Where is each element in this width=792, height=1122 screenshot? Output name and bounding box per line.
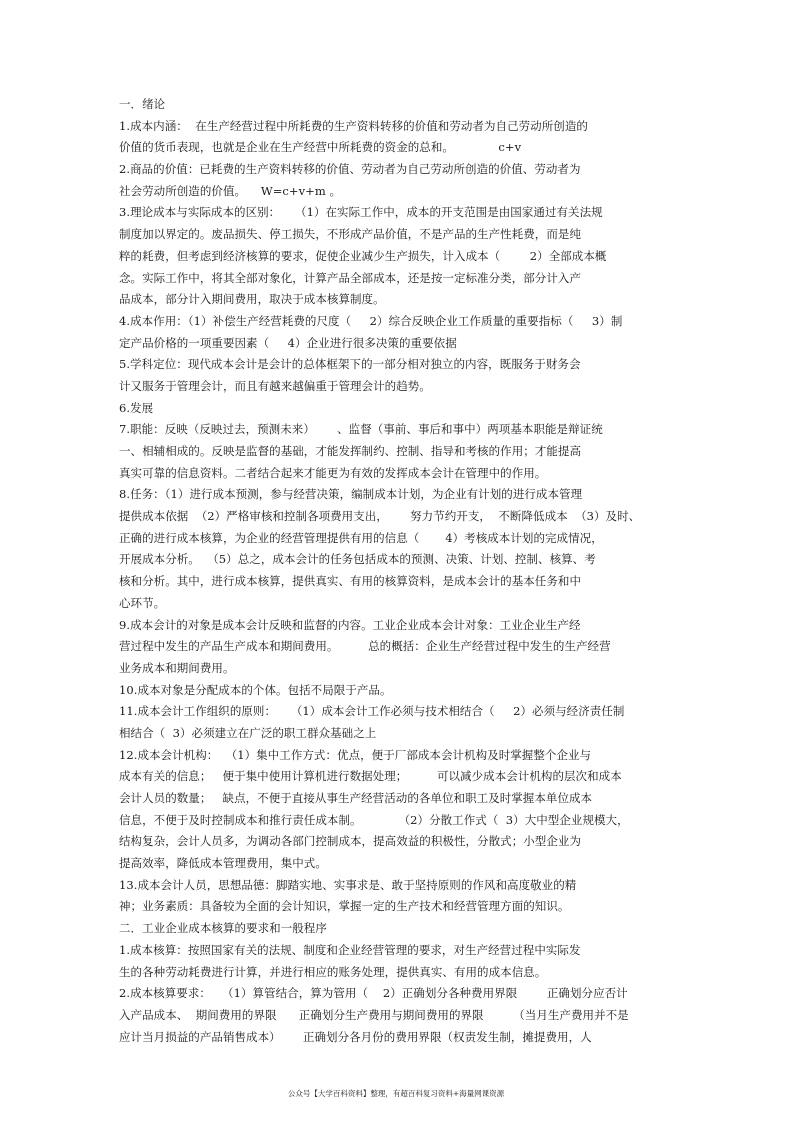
text-line: 二．工业企业成本核算的要求和一般程序: [119, 921, 327, 936]
text-line: 生的各种劳动耗费进行计算，并进行相应的账务处理，提供真实、有用的成本信息。: [119, 964, 547, 979]
footer-note: 公众号【大学百科资料】整理，有超百科复习资料+海量网课资源: [287, 1089, 505, 1098]
text-line: 13.成本会计人员，思想品德：脚踏实地、实事求是、敢于坚持原则的作风和高度敬业的精: [119, 877, 577, 892]
document-body: [119, 94, 664, 1048]
text-line: 社会劳动所创造的价值。 W=c+v+m 。: [119, 183, 342, 198]
text-line: 念。实际工作中，将其全部对象化，计算产品全部成本，还是按一定标准分类，部分计入产: [119, 270, 581, 285]
text-line: 计又服务于管理会计，而且有越来越偏重于管理会计的趋势。: [119, 378, 431, 393]
text-line: 开展成本分析。 （5）总之，成本会计的任务包括成本的预测、决策、计划、控制、核算、考: [119, 552, 596, 567]
text-line: 1.成本内涵： 在生产经营过程中所耗费的生产资料转移的价值和劳动者为自己劳动所创造的: [119, 118, 588, 133]
text-line: 4.成本作用：（1）补偿生产经营耗费的尺度（ 2）综合反映企业工作质量的重要指标（ 3）制: [119, 313, 623, 328]
text-line: 11.成本会计工作组织的原则： （1）成本会计工作必须与技术相结合（ 2）必须与经济责任制: [119, 704, 625, 719]
text-line: 相结合（ 3）必须建立在广泛的职工群众基础之上: [119, 725, 377, 740]
text-line: 提供成本依据 （2）严格审核和控制各项费用支出， 努力节约开支， 不断降低成本 （3）及时、: [119, 509, 641, 524]
text-line: 心环节。: [119, 595, 166, 610]
text-line: 2.成本核算要求： （1）算管结合，算为管用（ 2）正确划分各种费用界限 正确划分应否计: [119, 986, 628, 1001]
text-line: 12.成本会计机构： （1）集中工作方式：优点，便于厂部成本会计机构及时掌握整个企业与: [119, 747, 592, 762]
text-line: 结构复杂，会计人员多，为调动各部门控制成本，提高效益的积极性，分散式；小型企业为: [119, 834, 581, 849]
text-line: 业务成本和期间费用。: [119, 660, 235, 675]
text-line: 6.发展: [119, 400, 154, 415]
text-line: 2.商品的价值：已耗费的生产资料转移的价值、劳动者为自己劳动所创造的价值、劳动者为: [119, 162, 581, 177]
text-line: 神；业务素质：具备较为全面的会计知识，掌握一定的生产技术和经营管理方面的知识。: [119, 899, 570, 914]
text-line: 应计当月损益的产品销售成本） 正确划分各月份的费用界限（权责发生制，摊提费用，人: [119, 1029, 592, 1044]
text-line: 营过程中发生的产品生产成本和期间费用。 总的概括：企业生产经营过程中发生的生产经营: [119, 639, 611, 654]
text-line: 核和分析。其中，进行成本核算，提供真实、有用的核算资料，是成本会计的基本任务和中: [119, 574, 581, 589]
text-line: 正确的进行成本核算，为企业的经营管理提供有用的信息（ 4）考核成本计划的完成情况，: [119, 530, 603, 545]
text-line: 会计人员的数量； 缺点，不便于直接从事生产经营活动的各单位和职工及时掌握本单位成本: [119, 791, 593, 805]
text-line: 价值的货币表现，也就是企业在生产经营中所耗费的资金的总和。 c+v: [119, 140, 522, 155]
text-line: 信息，不便于及时控制成本和推行责任成本制。 （2）分散工作式（ 3）大中型企业规模大，: [119, 812, 629, 827]
text-line: 7.职能：反映（反映过去，预测未来） 、监督（事前、事后和事中）两项基本职能是辩证统: [119, 422, 603, 437]
text-line: 品成本，部分计入期间费用，取决于成本核算制度。: [119, 292, 385, 307]
section-heading: 一．绪论: [119, 97, 166, 111]
text-line: 1.成本核算：按照国家有关的法规、制度和企业经营管理的要求，对生产经营过程中实际发: [119, 942, 581, 957]
text-line: 8.任务：（1）进行成本预测，参与经营决策，编制成本计划，为企业有计划的进行成本管理: [119, 487, 583, 502]
text-line: 真实可靠的信息资料。二者结合起来才能更为有效的发挥成本会计在管理中的作用。: [119, 465, 547, 480]
text-line: 入产品成本、 期间费用的界限 正确划分生产费用与期间费用的界限 （当月生产费用并不是: [119, 1007, 629, 1022]
text-line: 制度加以界定的。废品损失、停工损失，不形成产品价值，不是产品的生产性耗费，而是纯: [119, 227, 581, 242]
text-line: 一、相辅相成的。反映是监督的基础，才能发挥制约、控制、指导和考核的作用；才能提高: [119, 444, 581, 458]
text-line: 5.学科定位：现代成本会计是会计的总体框架下的一部分相对独立的内容，既服务于财务会: [119, 357, 581, 372]
text-line: 9.成本会计的对象是成本会计反映和监督的内容。工业企业成本会计对象：工业企业生产经: [119, 617, 581, 632]
text-line: 提高效率，降低成本管理费用，集中式。: [119, 856, 327, 871]
text-line: 成本有关的信息； 便于集中使用计算机进行数据处理； 可以减少成本会计机构的层次和成本: [119, 769, 622, 784]
text-line: 粹的耗费，但考虑到经济核算的要求，促使企业减少生产损失，计入成本（ 2）全部成本概: [119, 248, 607, 263]
text-line: 定产品价格的一项重要因素（ 4）企业进行很多决策的重要依据: [119, 335, 457, 350]
text-line: 10.成本对象是分配成本的个体。包括不局限于产品。: [119, 682, 392, 697]
text-line: 3.理论成本与实际成本的区别： （1）在实际工作中，成本的开支范围是由国家通过有关法规: [119, 205, 603, 220]
